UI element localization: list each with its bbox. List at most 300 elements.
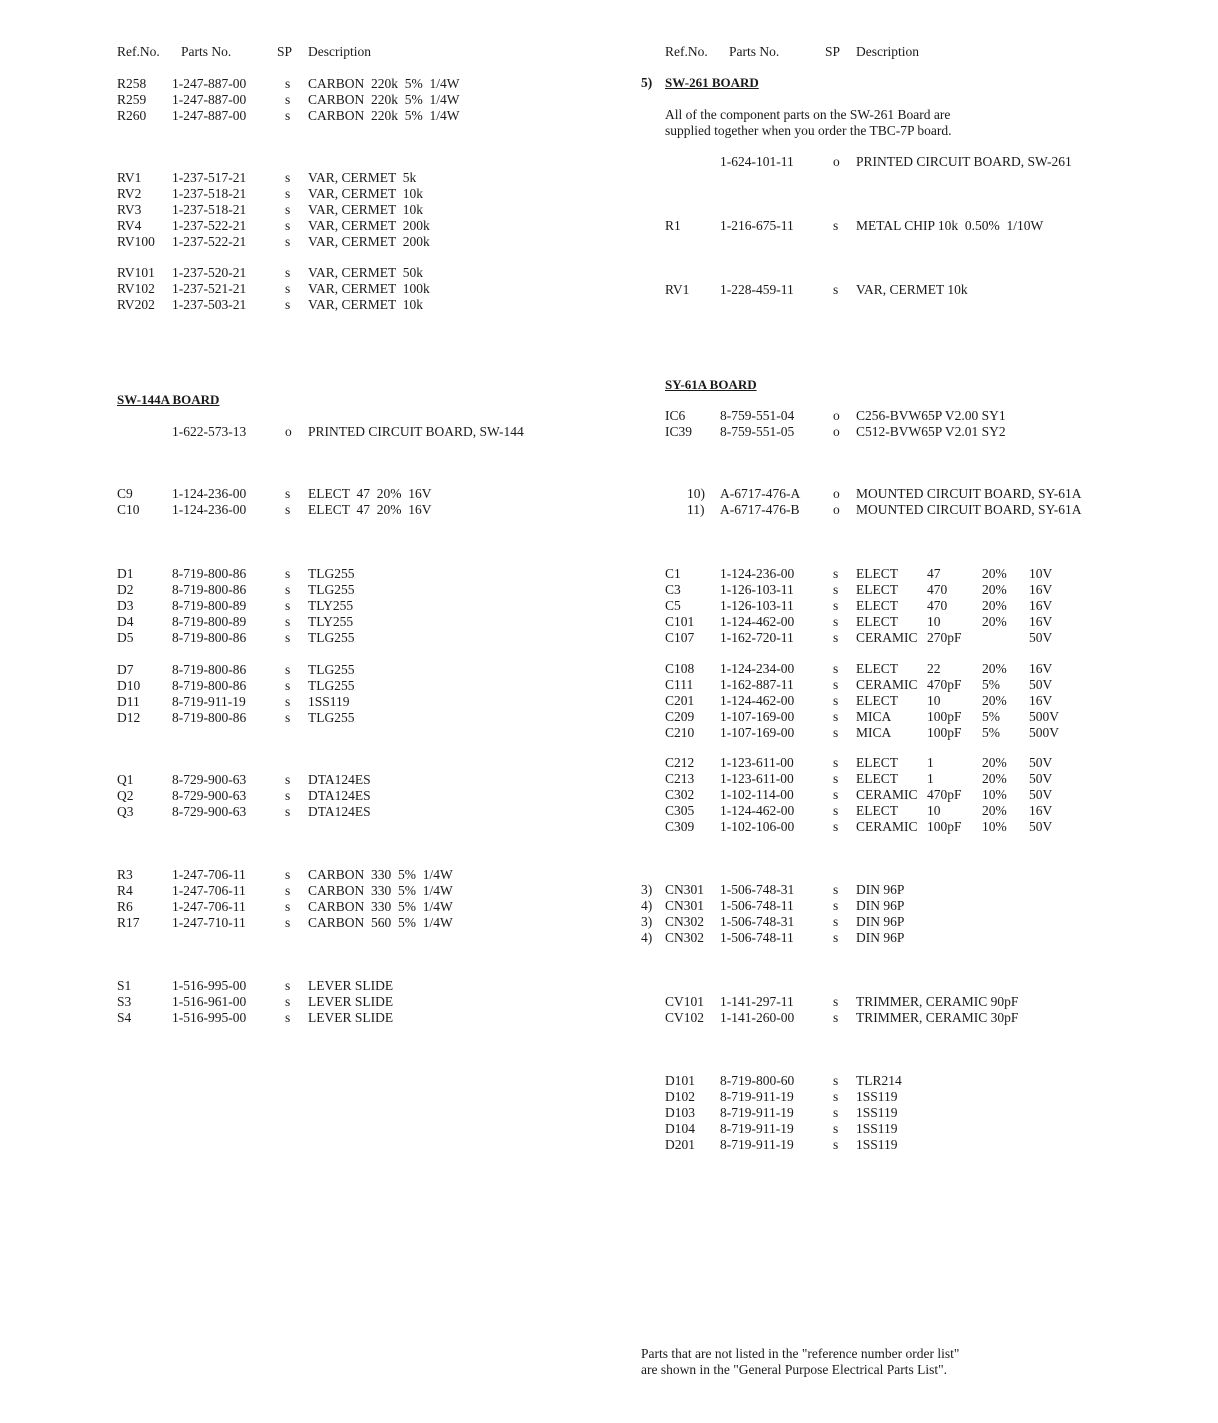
part-row <box>117 678 637 694</box>
part-desc: MOUNTED CIRCUIT BOARD, SY-61A <box>856 502 1082 517</box>
part-tol: 20% <box>982 661 1007 676</box>
part-desc: TLG255 <box>308 710 355 725</box>
sw261-section-number: 5) <box>641 75 653 90</box>
part-row <box>665 282 1185 298</box>
part-ref: C212 <box>665 755 695 770</box>
part-part: 1-141-297-11 <box>720 994 794 1009</box>
part-row <box>117 234 637 250</box>
part-ref: C201 <box>665 693 695 708</box>
part-desc: DIN 96P <box>856 882 905 897</box>
part-part: 1-124-462-00 <box>720 614 795 629</box>
part-ref: IC39 <box>665 424 692 439</box>
part-part: 1-228-459-11 <box>720 282 794 297</box>
part-part: 1-506-748-11 <box>720 898 794 913</box>
part-part: 1-506-748-31 <box>720 914 795 929</box>
part-sp: s <box>285 614 291 629</box>
part-desc: DTA124ES <box>308 788 371 803</box>
header-description: Description <box>856 44 919 59</box>
part-ref: D101 <box>665 1073 695 1088</box>
part-row <box>665 693 1185 709</box>
part-desc: TLG255 <box>308 630 355 645</box>
part-part: 1-506-748-11 <box>720 930 794 945</box>
header-parts-no: Parts No. <box>181 44 232 59</box>
part-part: 1-237-503-21 <box>172 297 247 312</box>
part-row <box>665 598 1185 614</box>
part-part: 8-719-800-86 <box>172 582 247 597</box>
part-part: 1-124-236-00 <box>172 502 247 517</box>
part-val: 470pF <box>927 787 962 802</box>
part-sp: s <box>833 582 839 597</box>
part-volt: 500V <box>1029 725 1059 740</box>
part-sp: o <box>833 424 840 439</box>
part-ref: C9 <box>117 486 133 501</box>
part-desc: VAR, CERMET 200k <box>308 218 430 233</box>
part-part: 1-237-522-21 <box>172 218 247 233</box>
part-desc: 1SS119 <box>856 1137 898 1152</box>
header-parts-no: Parts No. <box>729 44 780 59</box>
part-sp: s <box>833 218 839 233</box>
part-val: 470pF <box>927 677 962 692</box>
part-part: 8-719-800-86 <box>172 662 247 677</box>
part-ref: C111 <box>665 677 694 692</box>
part-row <box>665 755 1185 771</box>
part-row <box>665 725 1185 741</box>
part-ref: R17 <box>117 915 140 930</box>
part-ref: D5 <box>117 630 134 645</box>
part-ref: R260 <box>117 108 147 123</box>
part-ref: RV2 <box>117 186 142 201</box>
part-sp: s <box>833 661 839 676</box>
part-part: 1-107-169-00 <box>720 709 795 724</box>
part-ref: RV1 <box>665 282 690 297</box>
part-part: 8-719-800-86 <box>172 678 247 693</box>
part-row <box>641 882 1161 898</box>
part-part: 1-123-611-00 <box>720 755 794 770</box>
part-sp: s <box>285 804 291 819</box>
part-ref: R6 <box>117 899 133 914</box>
header-sp: SP <box>277 44 293 59</box>
part-sp: s <box>833 819 839 834</box>
part-desc: C512-BVW65P V2.01 SY2 <box>856 424 1006 439</box>
part-ref: R4 <box>117 883 133 898</box>
sw261-note-line-2: supplied together when you order the TBC-7P board. <box>665 123 952 138</box>
part-desc: VAR, CERMET 10k <box>308 202 424 217</box>
part-row <box>665 661 1185 677</box>
part-desc: PRINTED CIRCUIT BOARD, SW-144 <box>308 424 524 439</box>
part-ref: RV101 <box>117 265 155 280</box>
part-part: 1-124-236-00 <box>172 486 247 501</box>
part-ref: D104 <box>665 1121 695 1136</box>
part-row <box>665 787 1185 803</box>
part-sp: s <box>833 930 839 945</box>
part-tol: 20% <box>982 755 1007 770</box>
part-sp: o <box>833 154 840 169</box>
part-desc: CARBON 220k 5% 1/4W <box>308 92 460 107</box>
part-type: ELECT <box>856 614 898 629</box>
part-ref: D12 <box>117 710 141 725</box>
part-row <box>117 915 637 931</box>
part-row <box>665 994 1185 1010</box>
part-row <box>117 867 637 883</box>
part-sp: s <box>833 282 839 297</box>
part-row <box>117 218 637 234</box>
part-desc: TLY255 <box>308 614 354 629</box>
part-desc: VAR, CERMET 50k <box>308 265 424 280</box>
part-ref: D3 <box>117 598 134 613</box>
part-ref: D102 <box>665 1089 695 1104</box>
part-row <box>665 1105 1185 1121</box>
part-row <box>117 1010 637 1026</box>
part-type: MICA <box>856 725 892 740</box>
part-val: 100pF <box>927 725 962 740</box>
part-part: 1-102-114-00 <box>720 787 794 802</box>
part-volt: 50V <box>1029 677 1053 692</box>
part-type: ELECT <box>856 582 898 597</box>
part-volt: 50V <box>1029 630 1053 645</box>
part-desc: ELECT 47 20% 16V <box>308 502 432 517</box>
part-part: 1-247-887-00 <box>172 108 247 123</box>
part-ref: D10 <box>117 678 141 693</box>
header-description: Description <box>308 44 371 59</box>
part-sp: s <box>833 914 839 929</box>
part-sp: o <box>833 486 840 501</box>
part-ref: RV202 <box>117 297 155 312</box>
part-ref: Q2 <box>117 788 134 803</box>
part-row <box>665 819 1185 835</box>
part-part: 1-516-995-00 <box>172 1010 247 1025</box>
part-volt: 50V <box>1029 787 1053 802</box>
part-sp: s <box>833 1073 839 1088</box>
part-part: 1-126-103-11 <box>720 582 794 597</box>
part-desc: TLR214 <box>856 1073 902 1088</box>
part-ref: C210 <box>665 725 695 740</box>
part-sp: s <box>833 787 839 802</box>
part-ref: D11 <box>117 694 140 709</box>
part-type: CERAMIC <box>856 677 918 692</box>
part-part: 1-237-522-21 <box>172 234 247 249</box>
part-part: 8-719-911-19 <box>720 1105 794 1120</box>
part-val: 10 <box>927 693 941 708</box>
part-sp: s <box>833 709 839 724</box>
part-sp: s <box>285 234 291 249</box>
part-val: 22 <box>927 661 941 676</box>
part-sp: s <box>285 867 291 882</box>
part-volt: 16V <box>1029 582 1053 597</box>
part-part: 1-102-106-00 <box>720 819 795 834</box>
part-ref: CN302 <box>665 914 705 929</box>
part-desc: VAR, CERMET 200k <box>308 234 430 249</box>
part-desc: CARBON 220k 5% 1/4W <box>308 76 460 91</box>
part-desc: 1SS119 <box>308 694 350 709</box>
part-ref: CN302 <box>665 930 705 945</box>
part-desc: ELECT 47 20% 16V <box>308 486 432 501</box>
part-part: A-6717-476-B <box>720 502 800 517</box>
part-part: 8-729-900-63 <box>172 804 247 819</box>
part-ref: D2 <box>117 582 134 597</box>
part-val: 10 <box>927 803 941 818</box>
part-desc: VAR, CERMET 10k <box>308 297 424 312</box>
part-sp: s <box>285 978 291 993</box>
part-ref: IC6 <box>665 408 686 423</box>
part-part: 1-237-520-21 <box>172 265 247 280</box>
part-val: 470 <box>927 598 948 613</box>
part-sp: s <box>285 678 291 693</box>
part-part: 1-141-260-00 <box>720 1010 795 1025</box>
part-part: 1-247-710-11 <box>172 915 246 930</box>
part-row <box>117 804 637 820</box>
part-type: CERAMIC <box>856 630 918 645</box>
part-desc: LEVER SLIDE <box>308 1010 394 1025</box>
part-desc: CARBON 330 5% 1/4W <box>308 867 453 882</box>
part-sp: s <box>285 710 291 725</box>
part-ref: Q3 <box>117 804 134 819</box>
part-part: 8-719-800-89 <box>172 598 247 613</box>
part-sp: s <box>285 108 291 123</box>
part-sp: s <box>833 882 839 897</box>
part-row <box>117 186 637 202</box>
part-sp: s <box>833 994 839 1009</box>
part-volt: 500V <box>1029 709 1059 724</box>
part-row <box>665 614 1185 630</box>
part-sp: s <box>833 755 839 770</box>
part-part: 8-759-551-05 <box>720 424 795 439</box>
part-ref: C3 <box>665 582 681 597</box>
part-row <box>117 281 637 297</box>
part-row <box>665 566 1185 582</box>
part-sp: s <box>285 994 291 1009</box>
part-part: 8-759-551-04 <box>720 408 795 423</box>
part-row <box>665 1089 1185 1105</box>
part-row <box>117 694 637 710</box>
part-sp: s <box>285 772 291 787</box>
part-row <box>117 598 637 614</box>
part-row <box>665 408 1185 424</box>
part-row <box>665 1137 1185 1153</box>
part-row <box>665 677 1185 693</box>
part-row <box>117 76 637 92</box>
sy61a-board-title: SY-61A BOARD <box>665 377 757 392</box>
part-ref: C209 <box>665 709 695 724</box>
part-part: 1-124-236-00 <box>720 566 795 581</box>
part-val: 100pF <box>927 819 962 834</box>
part-sp: s <box>833 693 839 708</box>
part-desc: TLY255 <box>308 598 354 613</box>
part-part: 8-719-800-86 <box>172 566 247 581</box>
part-volt: 50V <box>1029 819 1053 834</box>
part-desc: LEVER SLIDE <box>308 994 394 1009</box>
part-part: 1-124-234-00 <box>720 661 795 676</box>
part-part: 8-719-800-86 <box>172 710 247 725</box>
part-row <box>117 994 637 1010</box>
part-row <box>665 709 1185 725</box>
part-desc: VAR, CERMET 10k <box>308 186 424 201</box>
part-part: 8-719-911-19 <box>720 1137 794 1152</box>
part-sp: s <box>833 803 839 818</box>
part-desc: 1SS119 <box>856 1105 898 1120</box>
part-type: MICA <box>856 709 892 724</box>
part-type: ELECT <box>856 803 898 818</box>
part-sp: s <box>285 915 291 930</box>
part-part: 8-729-900-63 <box>172 788 247 803</box>
part-row <box>665 218 1185 234</box>
part-sp: s <box>285 486 291 501</box>
part-part: 1-237-517-21 <box>172 170 247 185</box>
part-desc: CARBON 220k 5% 1/4W <box>308 108 460 123</box>
part-part: 1-237-518-21 <box>172 186 247 201</box>
left-column-header <box>117 44 617 60</box>
part-volt: 16V <box>1029 803 1053 818</box>
part-row <box>117 170 637 186</box>
part-ref: RV3 <box>117 202 142 217</box>
part-tol: 10% <box>982 787 1007 802</box>
part-val: 1 <box>927 771 934 786</box>
part-row <box>665 1010 1185 1026</box>
part-part: 1-247-887-00 <box>172 76 247 91</box>
part-volt: 16V <box>1029 598 1053 613</box>
part-part: 8-719-800-86 <box>172 630 247 645</box>
part-sp: s <box>285 598 291 613</box>
part-row <box>641 898 1161 914</box>
sw261-note-line-1: All of the component parts on the SW-261 Board are <box>665 107 951 122</box>
part-part: 8-719-911-19 <box>720 1121 794 1136</box>
part-part: 1-216-675-11 <box>720 218 794 233</box>
part-row <box>117 566 637 582</box>
part-desc: CARBON 330 5% 1/4W <box>308 899 453 914</box>
part-sp: s <box>285 76 291 91</box>
part-row <box>117 883 637 899</box>
part-sp: s <box>285 883 291 898</box>
part-part: A-6717-476-A <box>720 486 801 501</box>
part-sp: s <box>285 899 291 914</box>
part-ref: Q1 <box>117 772 134 787</box>
part-part: 1-247-887-00 <box>172 92 247 107</box>
part-sp: s <box>833 630 839 645</box>
part-row <box>665 1121 1185 1137</box>
part-sp: s <box>833 1121 839 1136</box>
part-tol: 5% <box>982 677 1000 692</box>
part-sp: s <box>285 788 291 803</box>
footer-note-line-2: are shown in the "General Purpose Electrical Parts List". <box>641 1362 948 1377</box>
part-volt: 50V <box>1029 755 1053 770</box>
part-ref: 10) <box>687 486 705 501</box>
part-ref: D201 <box>665 1137 695 1152</box>
part-desc: TLG255 <box>308 566 355 581</box>
part-sp: s <box>833 771 839 786</box>
part-row <box>117 424 637 440</box>
part-desc: DIN 96P <box>856 914 905 929</box>
part-tol: 10% <box>982 819 1007 834</box>
part-ref: CN301 <box>665 898 705 913</box>
part-part: 1-162-720-11 <box>720 630 794 645</box>
part-ref: RV100 <box>117 234 155 249</box>
part-row <box>665 154 1185 170</box>
part-row <box>117 788 637 804</box>
part-desc: PRINTED CIRCUIT BOARD, SW-261 <box>856 154 1072 169</box>
part-pre: 4) <box>641 898 653 913</box>
part-sp: s <box>285 566 291 581</box>
part-pre: 3) <box>641 914 653 929</box>
part-tol: 20% <box>982 803 1007 818</box>
part-desc: DIN 96P <box>856 930 905 945</box>
part-row <box>117 710 637 726</box>
part-val: 10 <box>927 614 941 629</box>
part-volt: 50V <box>1029 771 1053 786</box>
part-ref: C213 <box>665 771 695 786</box>
part-part: 1-622-573-13 <box>172 424 247 439</box>
part-desc: TLG255 <box>308 662 355 677</box>
part-sp: s <box>285 186 291 201</box>
part-desc: TLG255 <box>308 582 355 597</box>
part-row <box>117 772 637 788</box>
part-row <box>665 486 1185 502</box>
part-sp: s <box>833 677 839 692</box>
part-sp: s <box>285 630 291 645</box>
part-sp: s <box>285 281 291 296</box>
part-row <box>117 202 637 218</box>
part-tol: 20% <box>982 614 1007 629</box>
part-sp: s <box>833 566 839 581</box>
part-row <box>665 424 1185 440</box>
part-part: 1-124-462-00 <box>720 693 795 708</box>
part-ref: R1 <box>665 218 681 233</box>
part-desc: MOUNTED CIRCUIT BOARD, SY-61A <box>856 486 1082 501</box>
part-desc: 1SS119 <box>856 1121 898 1136</box>
part-ref: R3 <box>117 867 133 882</box>
part-tol: 20% <box>982 566 1007 581</box>
part-type: ELECT <box>856 566 898 581</box>
part-desc: VAR, CERMET 100k <box>308 281 430 296</box>
part-ref: R258 <box>117 76 147 91</box>
part-sp: s <box>833 1105 839 1120</box>
part-sp: s <box>833 898 839 913</box>
part-row <box>665 502 1185 518</box>
part-type: ELECT <box>856 771 898 786</box>
sw261-board-title: SW-261 BOARD <box>665 75 759 90</box>
part-row <box>117 630 637 646</box>
part-ref: 11) <box>687 502 705 517</box>
part-sp: s <box>285 662 291 677</box>
part-sp: s <box>285 297 291 312</box>
part-tol: 20% <box>982 582 1007 597</box>
part-part: 8-719-800-89 <box>172 614 247 629</box>
part-ref: C108 <box>665 661 695 676</box>
part-ref: C305 <box>665 803 695 818</box>
part-ref: C302 <box>665 787 695 802</box>
part-ref: D1 <box>117 566 134 581</box>
part-sp: s <box>285 694 291 709</box>
part-row <box>117 92 637 108</box>
part-desc: TRIMMER, CERAMIC 90pF <box>856 994 1019 1009</box>
part-desc: LEVER SLIDE <box>308 978 394 993</box>
part-desc: DIN 96P <box>856 898 905 913</box>
part-ref: R259 <box>117 92 147 107</box>
part-tol: 20% <box>982 771 1007 786</box>
part-part: 1-247-706-11 <box>172 867 246 882</box>
part-sp: s <box>285 582 291 597</box>
part-row <box>117 265 637 281</box>
part-sp: s <box>833 1089 839 1104</box>
part-part: 1-162-887-11 <box>720 677 794 692</box>
part-volt: 16V <box>1029 614 1053 629</box>
part-sp: s <box>285 170 291 185</box>
part-row <box>665 1073 1185 1089</box>
part-part: 1-107-169-00 <box>720 725 795 740</box>
part-row <box>117 502 637 518</box>
part-pre: 3) <box>641 882 653 897</box>
part-sp: s <box>285 92 291 107</box>
part-val: 270pF <box>927 630 962 645</box>
part-volt: 10V <box>1029 566 1053 581</box>
